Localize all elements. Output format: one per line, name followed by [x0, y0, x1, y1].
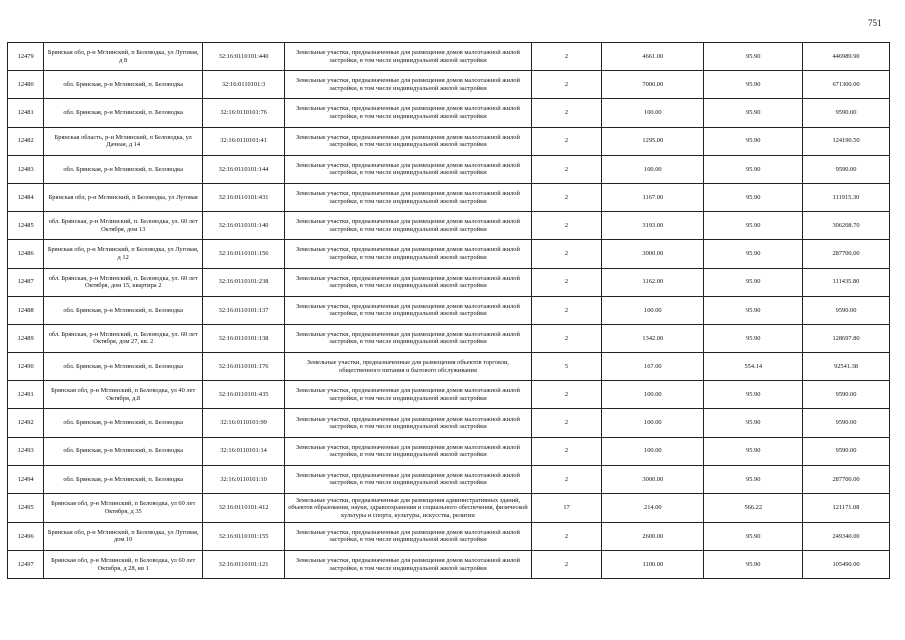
- cadastral-number-cell: 32:16:0110101:238: [202, 268, 284, 296]
- area-cell: 1100.00: [602, 550, 704, 578]
- cadastral-number-cell: 32:16:0110101:41: [202, 127, 284, 155]
- land-use-cell: Земельные участки, предназначенные для размещения домов малоэтажной жилой застройки, в том числе индивидуальной жилой застройки: [285, 71, 532, 99]
- address-cell: обл. Брянская, р-н Мглинский, п. Беловодка: [44, 155, 203, 183]
- address-cell: обл. Брянская, р-н Мглинский, п. Беловодка: [44, 465, 203, 493]
- address-cell: обл. Брянская, р-н Мглинский, п. Беловодка: [44, 296, 203, 324]
- use-group-code-cell: 2: [531, 550, 601, 578]
- address-cell: Брянская обл, р-н Мглинский, п Беловодка, ул Луговая, д 12: [44, 240, 203, 268]
- cadastral-value-cell: 121171.08: [803, 494, 890, 523]
- cadastral-value-cell: 124190.50: [803, 127, 890, 155]
- cadastral-value-cell: 249340.00: [803, 522, 890, 550]
- row-number: 12491: [8, 381, 44, 409]
- address-cell: Брянская обл, р-н Мглинский, п Беловодка, ул Луговая: [44, 183, 203, 211]
- specific-value-cell: 95.90: [704, 71, 803, 99]
- land-use-cell: Земельные участки, предназначенные для размещения домов малоэтажной жилой застройки, в том числе индивидуальной жилой застройки: [285, 99, 532, 127]
- area-cell: 100.00: [602, 296, 704, 324]
- table-row: [8, 381, 890, 409]
- specific-value-cell: 95.90: [704, 465, 803, 493]
- row-number: 12487: [8, 268, 44, 296]
- page-number: 751: [868, 18, 882, 28]
- specific-value-cell: 95.90: [704, 296, 803, 324]
- cadastral-value-cell: 306208.70: [803, 212, 890, 240]
- table-row: [8, 550, 890, 578]
- row-number: 12495: [8, 494, 44, 523]
- cadastral-value-cell: 111435.80: [803, 268, 890, 296]
- table-row: [8, 324, 890, 352]
- land-use-cell: Земельные участки, предназначенные для размещения домов малоэтажной жилой застройки, в том числе индивидуальной жилой застройки: [285, 381, 532, 409]
- area-cell: 4661.00: [602, 43, 704, 71]
- row-number: 12480: [8, 71, 44, 99]
- cadastral-value-cell: 128697.80: [803, 324, 890, 352]
- row-number: 12494: [8, 465, 44, 493]
- cadastral-number-cell: 32:16:0110101:440: [202, 43, 284, 71]
- cadastral-number-cell: 32:16:0110101:412: [202, 494, 284, 523]
- table-row: [8, 240, 890, 268]
- land-use-cell: Земельные участки, предназначенные для размещения домов малоэтажной жилой застройки, в том числе индивидуальной жилой застройки: [285, 465, 532, 493]
- cadastral-number-cell: 32:16:0110101:155: [202, 522, 284, 550]
- table-row: [8, 353, 890, 381]
- cadastral-value-cell: 9590.00: [803, 296, 890, 324]
- area-cell: 3000.00: [602, 240, 704, 268]
- cadastral-value-cell: 446989.90: [803, 43, 890, 71]
- area-cell: 7000.00: [602, 71, 704, 99]
- address-cell: Брянская обл, р-н Мглинский, п Беловодка, ул Луговая, дом 10: [44, 522, 203, 550]
- use-group-code-cell: 2: [531, 324, 601, 352]
- address-cell: обл. Брянская, р-н Мглинский, п. Беловодка, ул. 60 лет Октября, дом 27, кв. 2: [44, 324, 203, 352]
- table-row: [8, 494, 890, 523]
- cadastral-number-cell: 32:16:0110101:435: [202, 381, 284, 409]
- specific-value-cell: 95.90: [704, 522, 803, 550]
- land-use-cell: Земельные участки, предназначенные для размещения объектов торговли, общественного питания и бытового обслуживания: [285, 353, 532, 381]
- cadastral-number-cell: 32:16:0110101:14: [202, 437, 284, 465]
- row-number: 12488: [8, 296, 44, 324]
- land-use-cell: Земельные участки, предназначенные для размещения административных зданий, объектов образования, науки, здравоохранения и социального обеспечения, физической культуры и спорта, культуры, искусства, религии: [285, 494, 532, 523]
- table-row: [8, 183, 890, 211]
- cadastral-value-cell: 9590.00: [803, 381, 890, 409]
- address-cell: Брянская обл, р-н Мглинский, п Беловодка, ул 60 лет Октября, д 35: [44, 494, 203, 523]
- area-cell: 100.00: [602, 99, 704, 127]
- area-cell: 3193.00: [602, 212, 704, 240]
- area-cell: 1162.00: [602, 268, 704, 296]
- cadastral-number-cell: 32:16:0110101:156: [202, 240, 284, 268]
- table-row: [8, 296, 890, 324]
- use-group-code-cell: 2: [531, 212, 601, 240]
- specific-value-cell: 95.90: [704, 212, 803, 240]
- cadastral-value-cell: 9590.00: [803, 409, 890, 437]
- specific-value-cell: 95.90: [704, 268, 803, 296]
- use-group-code-cell: 2: [531, 268, 601, 296]
- row-number: 12485: [8, 212, 44, 240]
- use-group-code-cell: 2: [531, 381, 601, 409]
- cadastral-value-cell: 105490.00: [803, 550, 890, 578]
- address-cell: обл. Брянская, р-н Мглинский, п. Беловодка: [44, 437, 203, 465]
- land-use-cell: Земельные участки, предназначенные для размещения домов малоэтажной жилой застройки, в том числе индивидуальной жилой застройки: [285, 324, 532, 352]
- use-group-code-cell: 2: [531, 43, 601, 71]
- cadastral-value-cell: 671300.00: [803, 71, 890, 99]
- row-number: 12489: [8, 324, 44, 352]
- land-use-cell: Земельные участки, предназначенные для размещения домов малоэтажной жилой застройки, в том числе индивидуальной жилой застройки: [285, 296, 532, 324]
- cadastral-value-table: [7, 42, 890, 579]
- table-row: [8, 409, 890, 437]
- use-group-code-cell: 2: [531, 240, 601, 268]
- table-row: [8, 99, 890, 127]
- cadastral-number-cell: 32:16:0110101:137: [202, 296, 284, 324]
- area-cell: 1342.00: [602, 324, 704, 352]
- specific-value-cell: 95.90: [704, 99, 803, 127]
- cadastral-value-cell: 287700.00: [803, 465, 890, 493]
- specific-value-cell: 95.90: [704, 381, 803, 409]
- land-use-cell: Земельные участки, предназначенные для размещения домов малоэтажной жилой застройки, в том числе индивидуальной жилой застройки: [285, 550, 532, 578]
- specific-value-cell: 95.90: [704, 155, 803, 183]
- area-cell: 167.00: [602, 353, 704, 381]
- cadastral-value-cell: 111915.30: [803, 183, 890, 211]
- row-number: 12482: [8, 127, 44, 155]
- area-cell: 1295.00: [602, 127, 704, 155]
- address-cell: Брянская область, р-н Мглинский, п Беловодка, ул Дачная, д 14: [44, 127, 203, 155]
- cadastral-value-cell: 287700.00: [803, 240, 890, 268]
- cadastral-number-cell: 32:16:0110101:76: [202, 99, 284, 127]
- table-row: [8, 268, 890, 296]
- table-row: [8, 437, 890, 465]
- cadastral-number-cell: 32:16:0110101:99: [202, 409, 284, 437]
- specific-value-cell: 95.90: [704, 550, 803, 578]
- specific-value-cell: 95.90: [704, 437, 803, 465]
- use-group-code-cell: 2: [531, 127, 601, 155]
- row-number: 12486: [8, 240, 44, 268]
- use-group-code-cell: 5: [531, 353, 601, 381]
- use-group-code-cell: 2: [531, 465, 601, 493]
- row-number: 12483: [8, 155, 44, 183]
- area-cell: 100.00: [602, 155, 704, 183]
- land-use-cell: Земельные участки, предназначенные для размещения домов малоэтажной жилой застройки, в том числе индивидуальной жилой застройки: [285, 127, 532, 155]
- specific-value-cell: 95.90: [704, 43, 803, 71]
- use-group-code-cell: 2: [531, 155, 601, 183]
- address-cell: обл. Брянская, р-н Мглинский, п. Беловодка, ул. 60 лет Октября, дом 13: [44, 212, 203, 240]
- row-number: 12484: [8, 183, 44, 211]
- land-use-cell: Земельные участки, предназначенные для размещения домов малоэтажной жилой застройки, в том числе индивидуальной жилой застройки: [285, 437, 532, 465]
- specific-value-cell: 566.22: [704, 494, 803, 523]
- cadastral-number-cell: 32:16:0110101:121: [202, 550, 284, 578]
- land-use-cell: Земельные участки, предназначенные для размещения домов малоэтажной жилой застройки, в том числе индивидуальной жилой застройки: [285, 409, 532, 437]
- cadastral-number-cell: 32:16:0110101:138: [202, 324, 284, 352]
- table-row: [8, 212, 890, 240]
- row-number: 12490: [8, 353, 44, 381]
- use-group-code-cell: 17: [531, 494, 601, 523]
- land-use-cell: Земельные участки, предназначенные для размещения домов малоэтажной жилой застройки, в том числе индивидуальной жилой застройки: [285, 155, 532, 183]
- table-row: [8, 522, 890, 550]
- land-use-cell: Земельные участки, предназначенные для размещения домов малоэтажной жилой застройки, в том числе индивидуальной жилой застройки: [285, 212, 532, 240]
- specific-value-cell: 95.90: [704, 409, 803, 437]
- area-cell: 100.00: [602, 409, 704, 437]
- area-cell: 100.00: [602, 437, 704, 465]
- land-use-cell: Земельные участки, предназначенные для размещения домов малоэтажной жилой застройки, в том числе индивидуальной жилой застройки: [285, 522, 532, 550]
- area-cell: 3000.00: [602, 465, 704, 493]
- cadastral-value-cell: 9590.00: [803, 437, 890, 465]
- address-cell: обл. Брянская, р-н Мглинский, п. Беловодка: [44, 71, 203, 99]
- use-group-code-cell: 2: [531, 296, 601, 324]
- table-row: [8, 43, 890, 71]
- cadastral-number-cell: 32:16:0110101:10: [202, 465, 284, 493]
- use-group-code-cell: 2: [531, 99, 601, 127]
- land-use-cell: Земельные участки, предназначенные для размещения домов малоэтажной жилой застройки, в том числе индивидуальной жилой застройки: [285, 43, 532, 71]
- cadastral-number-cell: 32:16:0110101:431: [202, 183, 284, 211]
- cadastral-number-cell: 32:16:0110101:3: [202, 71, 284, 99]
- table-row: [8, 155, 890, 183]
- address-cell: Брянская обл, р-н Мглинский, п Беловодка, ул 60 лет Октября, д 28, кв 1: [44, 550, 203, 578]
- use-group-code-cell: 2: [531, 409, 601, 437]
- address-cell: Брянская обл, р-н Мглинский, п Беловодка, ул 40 лет Октября, д.8: [44, 381, 203, 409]
- row-number: 12481: [8, 99, 44, 127]
- table-row: [8, 465, 890, 493]
- land-use-cell: Земельные участки, предназначенные для размещения домов малоэтажной жилой застройки, в том числе индивидуальной жилой застройки: [285, 268, 532, 296]
- table-body: [8, 43, 890, 579]
- cadastral-value-cell: 9590.00: [803, 155, 890, 183]
- use-group-code-cell: 2: [531, 71, 601, 99]
- area-cell: 1167.00: [602, 183, 704, 211]
- address-cell: обл. Брянская, р-н Мглинский, п. Беловодка: [44, 99, 203, 127]
- specific-value-cell: 554.14: [704, 353, 803, 381]
- land-use-cell: Земельные участки, предназначенные для размещения домов малоэтажной жилой застройки, в том числе индивидуальной жилой застройки: [285, 183, 532, 211]
- row-number: 12493: [8, 437, 44, 465]
- table-row: [8, 127, 890, 155]
- table-row: [8, 71, 890, 99]
- specific-value-cell: 95.90: [704, 183, 803, 211]
- cadastral-value-cell: 92541.38: [803, 353, 890, 381]
- area-cell: 2600.00: [602, 522, 704, 550]
- cadastral-value-cell: 9590.00: [803, 99, 890, 127]
- row-number: 12496: [8, 522, 44, 550]
- address-cell: обл. Брянская, р-н Мглинский, п. Беловодка, ул. 60 лет Октября, дом 15, квартира 2: [44, 268, 203, 296]
- use-group-code-cell: 2: [531, 437, 601, 465]
- specific-value-cell: 95.90: [704, 324, 803, 352]
- cadastral-number-cell: 32:16:0110101:144: [202, 155, 284, 183]
- land-use-cell: Земельные участки, предназначенные для размещения домов малоэтажной жилой застройки, в том числе индивидуальной жилой застройки: [285, 240, 532, 268]
- cadastral-number-cell: 32:16:0110101:176: [202, 353, 284, 381]
- use-group-code-cell: 2: [531, 183, 601, 211]
- cadastral-number-cell: 32:16:0110101:140: [202, 212, 284, 240]
- row-number: 12492: [8, 409, 44, 437]
- address-cell: Брянская обл, р-н Мглинский, п Беловодка, ул Луговая, д 8: [44, 43, 203, 71]
- row-number: 12479: [8, 43, 44, 71]
- area-cell: 100.00: [602, 381, 704, 409]
- address-cell: обл. Брянская, р-н Мглинский, п. Беловодка: [44, 353, 203, 381]
- use-group-code-cell: 2: [531, 522, 601, 550]
- specific-value-cell: 95.90: [704, 240, 803, 268]
- address-cell: обл. Брянская, р-н Мглинский, п. Беловодка: [44, 409, 203, 437]
- specific-value-cell: 95.90: [704, 127, 803, 155]
- area-cell: 214.00: [602, 494, 704, 523]
- row-number: 12497: [8, 550, 44, 578]
